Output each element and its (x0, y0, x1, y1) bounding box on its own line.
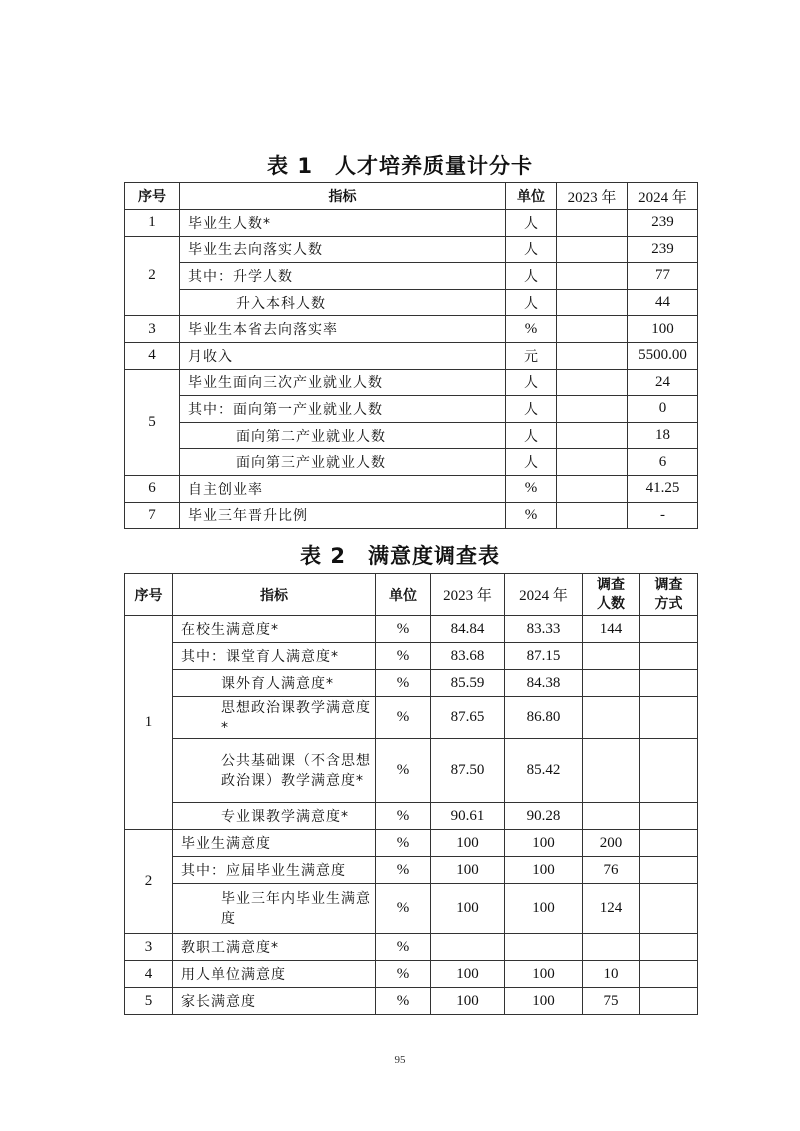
row-indicator: 毕业生去向落实人数 (180, 236, 506, 263)
row-unit: % (376, 739, 431, 803)
row-unit: % (376, 988, 431, 1015)
row-survey-count (583, 670, 640, 697)
row-survey-method (640, 616, 698, 643)
row-2024: 239 (628, 210, 698, 237)
row-indicator: 其中：应届毕业生满意度 (173, 857, 376, 884)
row-indicator: 月收入 (180, 342, 506, 369)
row-survey-method (640, 857, 698, 884)
row-2024: 5500.00 (628, 342, 698, 369)
row-2023 (557, 369, 628, 396)
row-indicator: 在校生满意度* (173, 616, 376, 643)
row-unit: % (376, 857, 431, 884)
row-2023: 100 (431, 857, 505, 884)
row-2023 (557, 342, 628, 369)
row-2023: 100 (431, 884, 505, 934)
row-no: 2 (125, 236, 180, 316)
row-indicator: 自主创业率 (180, 475, 506, 502)
row-2023 (557, 316, 628, 343)
table-row (125, 422, 698, 449)
row-survey-count: 10 (583, 961, 640, 988)
row-2023 (557, 449, 628, 476)
row-no: 3 (125, 934, 173, 961)
row-2023: 87.65 (431, 697, 505, 739)
row-2023: 100 (431, 830, 505, 857)
row-unit: % (376, 616, 431, 643)
col-header-indicator: 指标 (180, 183, 506, 210)
row-unit: % (376, 884, 431, 934)
table2-title: 表 2 满意度调查表 (300, 544, 500, 568)
col-header-unit: 单位 (506, 183, 557, 210)
table-header-row (125, 574, 698, 616)
table-row (125, 236, 698, 263)
row-indicator: 毕业生人数* (180, 210, 506, 237)
row-indicator: 用人单位满意度 (173, 961, 376, 988)
row-unit: % (376, 643, 431, 670)
row-unit: 人 (506, 369, 557, 396)
row-2023 (557, 396, 628, 423)
row-indicator: 毕业生本省去向落实率 (180, 316, 506, 343)
row-2024 (505, 934, 583, 961)
row-survey-method (640, 884, 698, 934)
row-2024: 44 (628, 289, 698, 316)
row-survey-method (640, 988, 698, 1015)
row-survey-method (640, 670, 698, 697)
col-header-unit: 单位 (376, 574, 431, 616)
row-survey-count: 124 (583, 884, 640, 934)
row-unit: % (506, 475, 557, 502)
row-survey-count: 75 (583, 988, 640, 1015)
row-2023 (557, 475, 628, 502)
table-row (125, 342, 698, 369)
table-row (125, 289, 698, 316)
row-unit: % (376, 961, 431, 988)
row-no: 6 (125, 475, 180, 502)
col-header-indicator: 指标 (173, 574, 376, 616)
table-row (125, 857, 698, 884)
row-2023 (557, 502, 628, 529)
table-header-row (125, 183, 698, 210)
row-no: 5 (125, 988, 173, 1015)
table-row (125, 961, 698, 988)
row-indicator: 其中：面向第一产业就业人数 (180, 396, 506, 423)
row-indicator: 教职工满意度* (173, 934, 376, 961)
talent-quality-scorecard-table (124, 182, 698, 529)
row-2023: 87.50 (431, 739, 505, 803)
table-row (125, 502, 698, 529)
row-survey-count: 200 (583, 830, 640, 857)
table-row (125, 263, 698, 290)
row-indicator: 家长满意度 (173, 988, 376, 1015)
row-indicator: 思想政治课教学满意度* (173, 697, 376, 739)
table1-title: 表 1 人才培养质量计分卡 (267, 154, 533, 178)
table-row (125, 739, 698, 803)
row-survey-method (640, 643, 698, 670)
row-unit: % (376, 934, 431, 961)
row-no: 1 (125, 210, 180, 237)
row-2024: 77 (628, 263, 698, 290)
row-indicator: 课外育人满意度* (173, 670, 376, 697)
row-2024: 18 (628, 422, 698, 449)
row-unit: 元 (506, 342, 557, 369)
col-header-no: 序号 (125, 574, 173, 616)
row-no: 5 (125, 369, 180, 475)
row-unit: 人 (506, 236, 557, 263)
row-survey-count (583, 934, 640, 961)
table-row (125, 396, 698, 423)
row-unit: 人 (506, 263, 557, 290)
row-2024: 24 (628, 369, 698, 396)
table-row (125, 697, 698, 739)
row-survey-count (583, 803, 640, 830)
row-indicator: 毕业生满意度 (173, 830, 376, 857)
row-2024: 100 (628, 316, 698, 343)
satisfaction-survey-table (124, 573, 698, 1015)
row-indicator: 其中：课堂育人满意度* (173, 643, 376, 670)
row-2024: 100 (505, 884, 583, 934)
row-unit: % (506, 502, 557, 529)
row-2023 (557, 422, 628, 449)
col-header-survey-method: 调查方式 (640, 574, 698, 616)
row-no: 3 (125, 316, 180, 343)
row-indicator: 面向第二产业就业人数 (180, 422, 506, 449)
row-unit: % (376, 670, 431, 697)
row-survey-method (640, 803, 698, 830)
row-no: 4 (125, 961, 173, 988)
row-2024: 90.28 (505, 803, 583, 830)
table-row (125, 449, 698, 476)
row-2023: 85.59 (431, 670, 505, 697)
row-2023: 83.68 (431, 643, 505, 670)
row-2024: 87.15 (505, 643, 583, 670)
row-2023 (557, 236, 628, 263)
row-2024: 6 (628, 449, 698, 476)
row-indicator: 毕业三年晋升比例 (180, 502, 506, 529)
table-row (125, 988, 698, 1015)
row-2023: 100 (431, 988, 505, 1015)
row-survey-count (583, 643, 640, 670)
row-2023 (557, 289, 628, 316)
row-2024: 239 (628, 236, 698, 263)
row-unit: % (376, 830, 431, 857)
row-2023: 100 (431, 961, 505, 988)
table-row (125, 316, 698, 343)
row-no: 2 (125, 830, 173, 934)
row-survey-method (640, 961, 698, 988)
row-2023: 84.84 (431, 616, 505, 643)
row-2024: 86.80 (505, 697, 583, 739)
row-unit: 人 (506, 449, 557, 476)
table-row (125, 475, 698, 502)
table-row (125, 369, 698, 396)
col-header-2024: 2024 年 (505, 574, 583, 616)
row-no: 7 (125, 502, 180, 529)
row-survey-count (583, 739, 640, 803)
row-unit: 人 (506, 396, 557, 423)
page-number: 95 (394, 1054, 406, 1066)
row-survey-method (640, 739, 698, 803)
row-2024: 84.38 (505, 670, 583, 697)
row-indicator: 毕业生面向三次产业就业人数 (180, 369, 506, 396)
row-unit: 人 (506, 210, 557, 237)
row-2024: - (628, 502, 698, 529)
row-2024: 100 (505, 961, 583, 988)
row-2024: 83.33 (505, 616, 583, 643)
row-unit: 人 (506, 289, 557, 316)
table-row (125, 934, 698, 961)
row-unit: 人 (506, 422, 557, 449)
row-2024: 100 (505, 988, 583, 1015)
col-header-survey-count: 调查人数 (583, 574, 640, 616)
table-row (125, 670, 698, 697)
row-survey-method (640, 697, 698, 739)
row-unit: % (376, 803, 431, 830)
row-2024: 0 (628, 396, 698, 423)
row-2024: 100 (505, 830, 583, 857)
table-row (125, 643, 698, 670)
row-no: 1 (125, 616, 173, 830)
row-survey-count (583, 697, 640, 739)
table-row (125, 616, 698, 643)
row-indicator: 其中：升学人数 (180, 263, 506, 290)
table-row (125, 210, 698, 237)
row-2024: 85.42 (505, 739, 583, 803)
table-row (125, 803, 698, 830)
row-indicator: 升入本科人数 (180, 289, 506, 316)
row-unit: % (506, 316, 557, 343)
row-2023 (557, 263, 628, 290)
row-survey-count: 76 (583, 857, 640, 884)
row-survey-method (640, 830, 698, 857)
row-2023 (557, 210, 628, 237)
row-2023 (431, 934, 505, 961)
row-unit: % (376, 697, 431, 739)
row-2024: 100 (505, 857, 583, 884)
row-indicator: 面向第三产业就业人数 (180, 449, 506, 476)
row-survey-count: 144 (583, 616, 640, 643)
row-survey-method (640, 934, 698, 961)
row-2024: 41.25 (628, 475, 698, 502)
row-no: 4 (125, 342, 180, 369)
row-indicator: 毕业三年内毕业生满意度 (173, 884, 376, 934)
col-header-2024: 2024 年 (628, 183, 698, 210)
col-header-no: 序号 (125, 183, 180, 210)
col-header-2023: 2023 年 (431, 574, 505, 616)
row-indicator: 公共基础课（不含思想政治课）教学满意度* (173, 739, 376, 803)
col-header-2023: 2023 年 (557, 183, 628, 210)
row-indicator: 专业课教学满意度* (173, 803, 376, 830)
table-row (125, 830, 698, 857)
table-row (125, 884, 698, 934)
row-2023: 90.61 (431, 803, 505, 830)
